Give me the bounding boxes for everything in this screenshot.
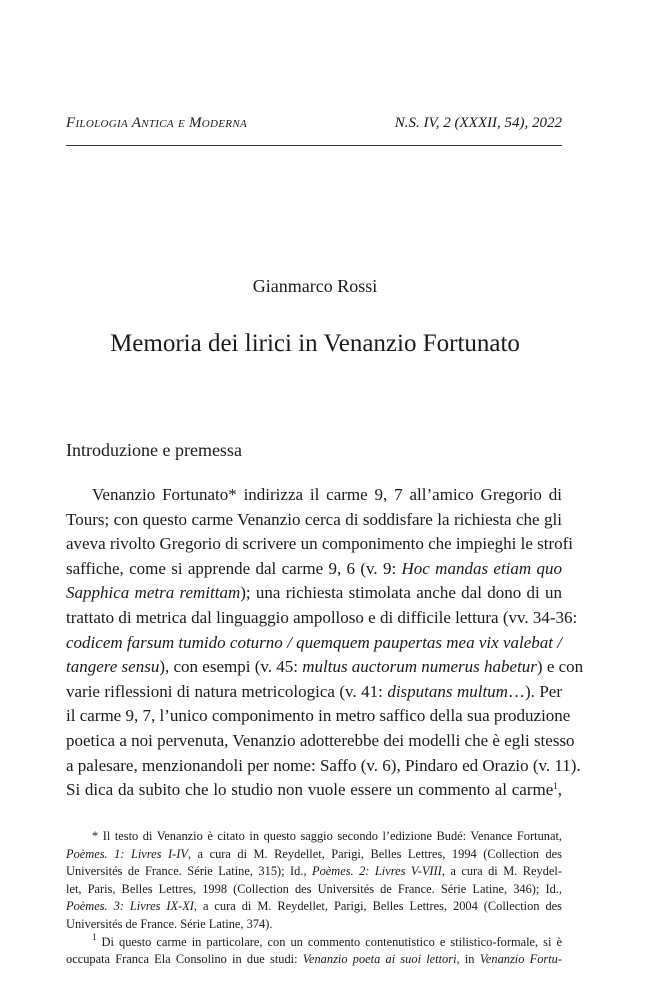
text-run: Tours; con questo carme Venanzio cerca di soddisfare la richiesta che gli (66, 509, 562, 529)
text-run: aveva rivolto Gregorio di scrivere un componimento che impieghi le strofi (66, 534, 574, 554)
italic-text: Venanzio poeta ai suoi lettori (302, 952, 457, 967)
text-run: poetica a noi pervenuta, Venanzio adotterebbe dei modelli che è egli stesso (66, 730, 575, 750)
text-run: , in (456, 952, 480, 967)
text-run: ), con esempi (v. 45: (159, 657, 303, 677)
text-run: ); una richiesta stimolata anche dal dono di un (240, 583, 563, 603)
footnote_lines-line (66, 863, 562, 881)
text-run: saffiche, come si apprende dal carme 9, 6 (v. 9: (66, 558, 402, 578)
italic-text: Poèmes. 1: Livres I-IV (66, 846, 188, 861)
body_lines-line (66, 606, 578, 631)
journal-name: Filologia Antica e Moderna (66, 115, 247, 131)
italic-text: codicem farsum tumido coturno / quemquem paupertas mea vix valebat / (66, 632, 562, 652)
body_lines-line (66, 532, 574, 557)
footnote_lines-line (66, 931, 562, 952)
text-run: , a cura di M. Reydel- (441, 864, 562, 879)
text-run: , a cura di M. Reydellet, Parigi, Belles Lettres, 2004 (Collection des (193, 899, 562, 914)
text-run: trattato di metrica dal linguaggio ampolloso e di difficile lettura (vv. 34-36: (66, 607, 578, 627)
footnote_lines-line (66, 881, 562, 899)
article-title: Memoria dei lirici in Venanzio Fortunato (110, 330, 520, 357)
footnote_lines-line (66, 951, 562, 969)
text-run: Universités de France. Série Latine, 374). (66, 916, 273, 931)
text-run: Si dica da subito che lo studio non vuole essere un commento al carme (66, 780, 554, 800)
body_lines-line (66, 704, 571, 729)
footnote_lines-line (66, 846, 562, 864)
body_lines-line (66, 483, 562, 508)
italic-text: disputans multum (387, 681, 508, 701)
footnote_lines-line (66, 916, 562, 934)
body_lines-line (66, 729, 575, 754)
text-run: occupata Franca Ela Consolino in due studi: (66, 952, 303, 967)
text-run: , (557, 780, 562, 800)
footnote_lines-line (66, 898, 562, 916)
text-run: a palesare, menzionandoli per nome: Saffo (v. 6), Pindaro ed Orazio (v. 11). (66, 755, 581, 775)
body_lines-line (66, 778, 562, 803)
text-run: il carme 9, 7, l’unico componimento in metro saffico della sua produzione (66, 706, 571, 726)
body-paragraph (66, 483, 584, 803)
italic-text: multus auctorum numerus habetur (302, 657, 537, 677)
text-run: let, Paris, Belles Lettres, 1998 (Collection des Universités de France. Série Latine, 346); Id., (66, 881, 562, 896)
italic-text: Poèmes. 3: Livres IX-XI (66, 899, 194, 914)
text-run: , a cura di M. Reydellet, Parigi, Belles Lettres, 1994 (Collection des (187, 846, 562, 861)
body_lines-line (66, 557, 562, 582)
text-run: * Il testo di Venanzio è citato in questo saggio secondo l’edizione Budé: Venance Fortunat, (92, 829, 562, 843)
text-run: Venanzio Fortunato* indirizza il carme 9, 7 all’amico Gregorio di (92, 485, 562, 504)
italic-text: Venanzio Fortu- (479, 952, 562, 967)
italic-text: Hoc mandas etiam quo (401, 558, 562, 578)
text-run: ) e con (536, 657, 584, 677)
text-run: Universités de France. Série Latine, 315); Id., (66, 864, 313, 879)
author-name: Gianmarco Rossi (252, 276, 378, 296)
text-run: varie riflessioni di natura metricologica (v. 41: (66, 681, 388, 701)
footnote-marker: 1 (553, 781, 558, 792)
section-heading: Introduzione e premessa (66, 440, 242, 460)
running-header (66, 115, 562, 137)
issue-info: N.S. IV, 2 (XXXII, 54), 2022 (394, 115, 562, 131)
body_lines-line (66, 655, 584, 680)
italic-text: tangere sensu (66, 657, 160, 677)
footnote-marker: 1 (92, 931, 97, 942)
footnote_lines-line (66, 828, 562, 846)
italic-text: Sapphica metra remittam (66, 583, 241, 603)
header-rule (66, 145, 562, 146)
body_lines-line (66, 631, 562, 656)
footnotes (66, 828, 562, 969)
italic-text: Poèmes. 2: Livres V-VIII (312, 864, 442, 879)
body_lines-line (66, 508, 562, 533)
text-run: Di questo carme in particolare, con un commento contenutistico e stilistico-formale, si è (96, 934, 562, 949)
text-run: …). Per (507, 681, 562, 701)
body_lines-line (66, 754, 581, 779)
body_lines-line (66, 581, 562, 606)
body_lines-line (66, 680, 562, 705)
